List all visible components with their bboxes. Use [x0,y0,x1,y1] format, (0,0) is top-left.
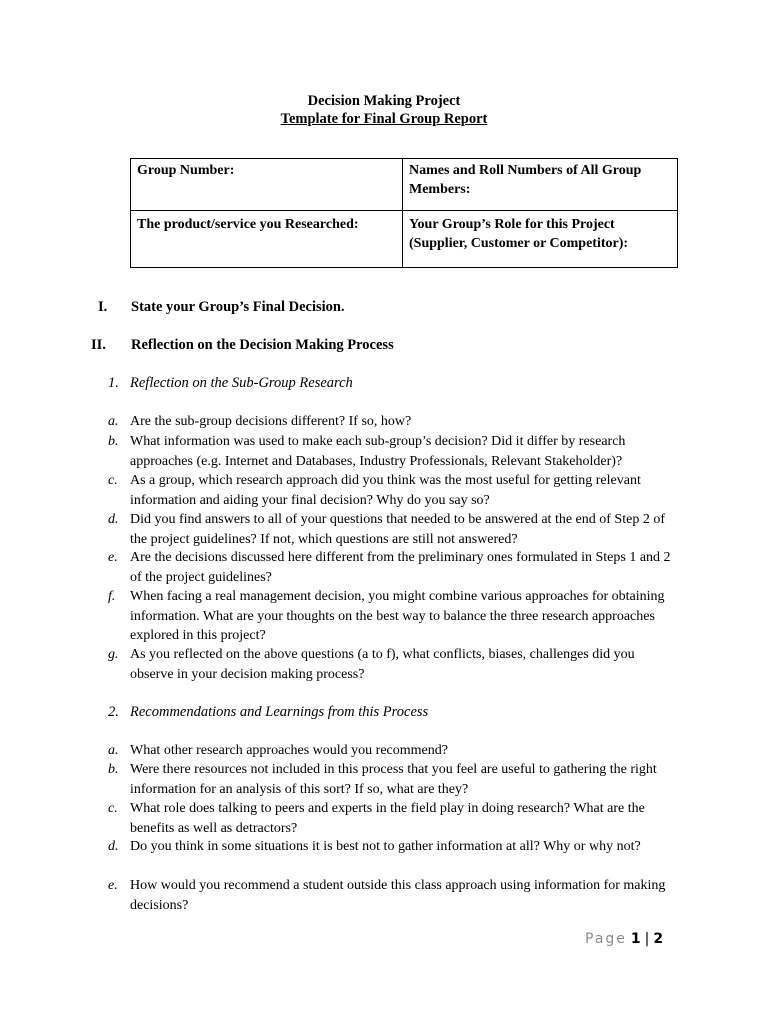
subsection-title: Recommendations and Learnings from this Process [130,704,429,720]
question-text: Do you think in some situations it is best not to gather information at all? Why or why not? [130,839,641,854]
group-role-cell: Your Group’s Role for this Project (Supplier, Customer or Competitor): [403,211,678,268]
page-word: Page [585,931,627,947]
question-letter: f. [108,589,116,604]
question-text: When facing a real management decision, you might combine various approaches for obtaining information. What are your thoughts on the best way to balance the three research approaches explored in this project? [130,589,665,643]
document-title: Decision Making Project [307,93,461,109]
product-cell: The product/service you Researched: [131,211,403,268]
subsection-title: Reflection on the Sub-Group Research [130,375,353,391]
question-text: How would you recommend a student outside this class approach using information for making decisions? [130,878,666,913]
section-number: II. [91,337,106,353]
question-text: As a group, which research approach did you think was the most useful for getting relevant information and aiding your final decision? Why do you say so? [130,473,641,508]
group-number-cell: Group Number: [131,159,403,211]
group-info-table [130,158,678,268]
question-text: What other research approaches would you recommend? [130,743,448,758]
question-letter: d. [108,839,119,854]
subsection-number: 2. [108,704,119,720]
section-title: Reflection on the Decision Making Process [131,337,394,353]
question-letter: g. [108,647,119,662]
section-title: State your Group’s Final Decision. [131,299,345,315]
question-text: What information was used to make each sub-group’s decision? Did it differ by research approaches (e.g. Internet and Databases, Industry Professionals, Relevant Stakeholder)? [130,434,626,469]
page-footer [585,931,663,947]
subsection-number: 1. [108,375,119,391]
question-text: Did you find answers to all of your questions that needed to be answered at the end of Step 2 of the project guidelines? If not, which questions are still not answered? [130,512,665,547]
question-text: What role does talking to peers and experts in the field play in doing research? What are the benefits as well as detractors? [130,801,645,836]
question-text: Are the decisions discussed here different from the preliminary ones formulated in Steps 1 and 2 of the project guidelines? [130,550,671,585]
page-total: 2 [653,931,664,947]
question-letter: b. [108,434,119,449]
question-letter: a. [108,743,119,758]
question-text: As you reflected on the above questions (a to f), what conflicts, biases, challenges did you observe in your decision making process? [130,647,635,682]
question-letter: d. [108,512,119,527]
question-letter: a. [108,414,119,429]
question-text: Were there resources not included in this process that you feel are useful to gathering the right information for an analysis of this sort? If so, what are they? [130,762,657,797]
page-current: 1 [630,931,641,947]
question-text: Are the sub-group decisions different? If so, how? [130,414,412,429]
question-letter: e. [108,878,118,893]
page-separator: | [644,931,650,947]
document-subtitle: Template for Final Group Report [280,111,488,127]
group-members-cell: Names and Roll Numbers of All Group Members: [403,159,678,211]
question-letter: c. [108,801,118,816]
question-letter: e. [108,550,118,565]
question-letter: b. [108,762,119,777]
section-number: I. [98,299,108,315]
question-letter: c. [108,473,118,488]
